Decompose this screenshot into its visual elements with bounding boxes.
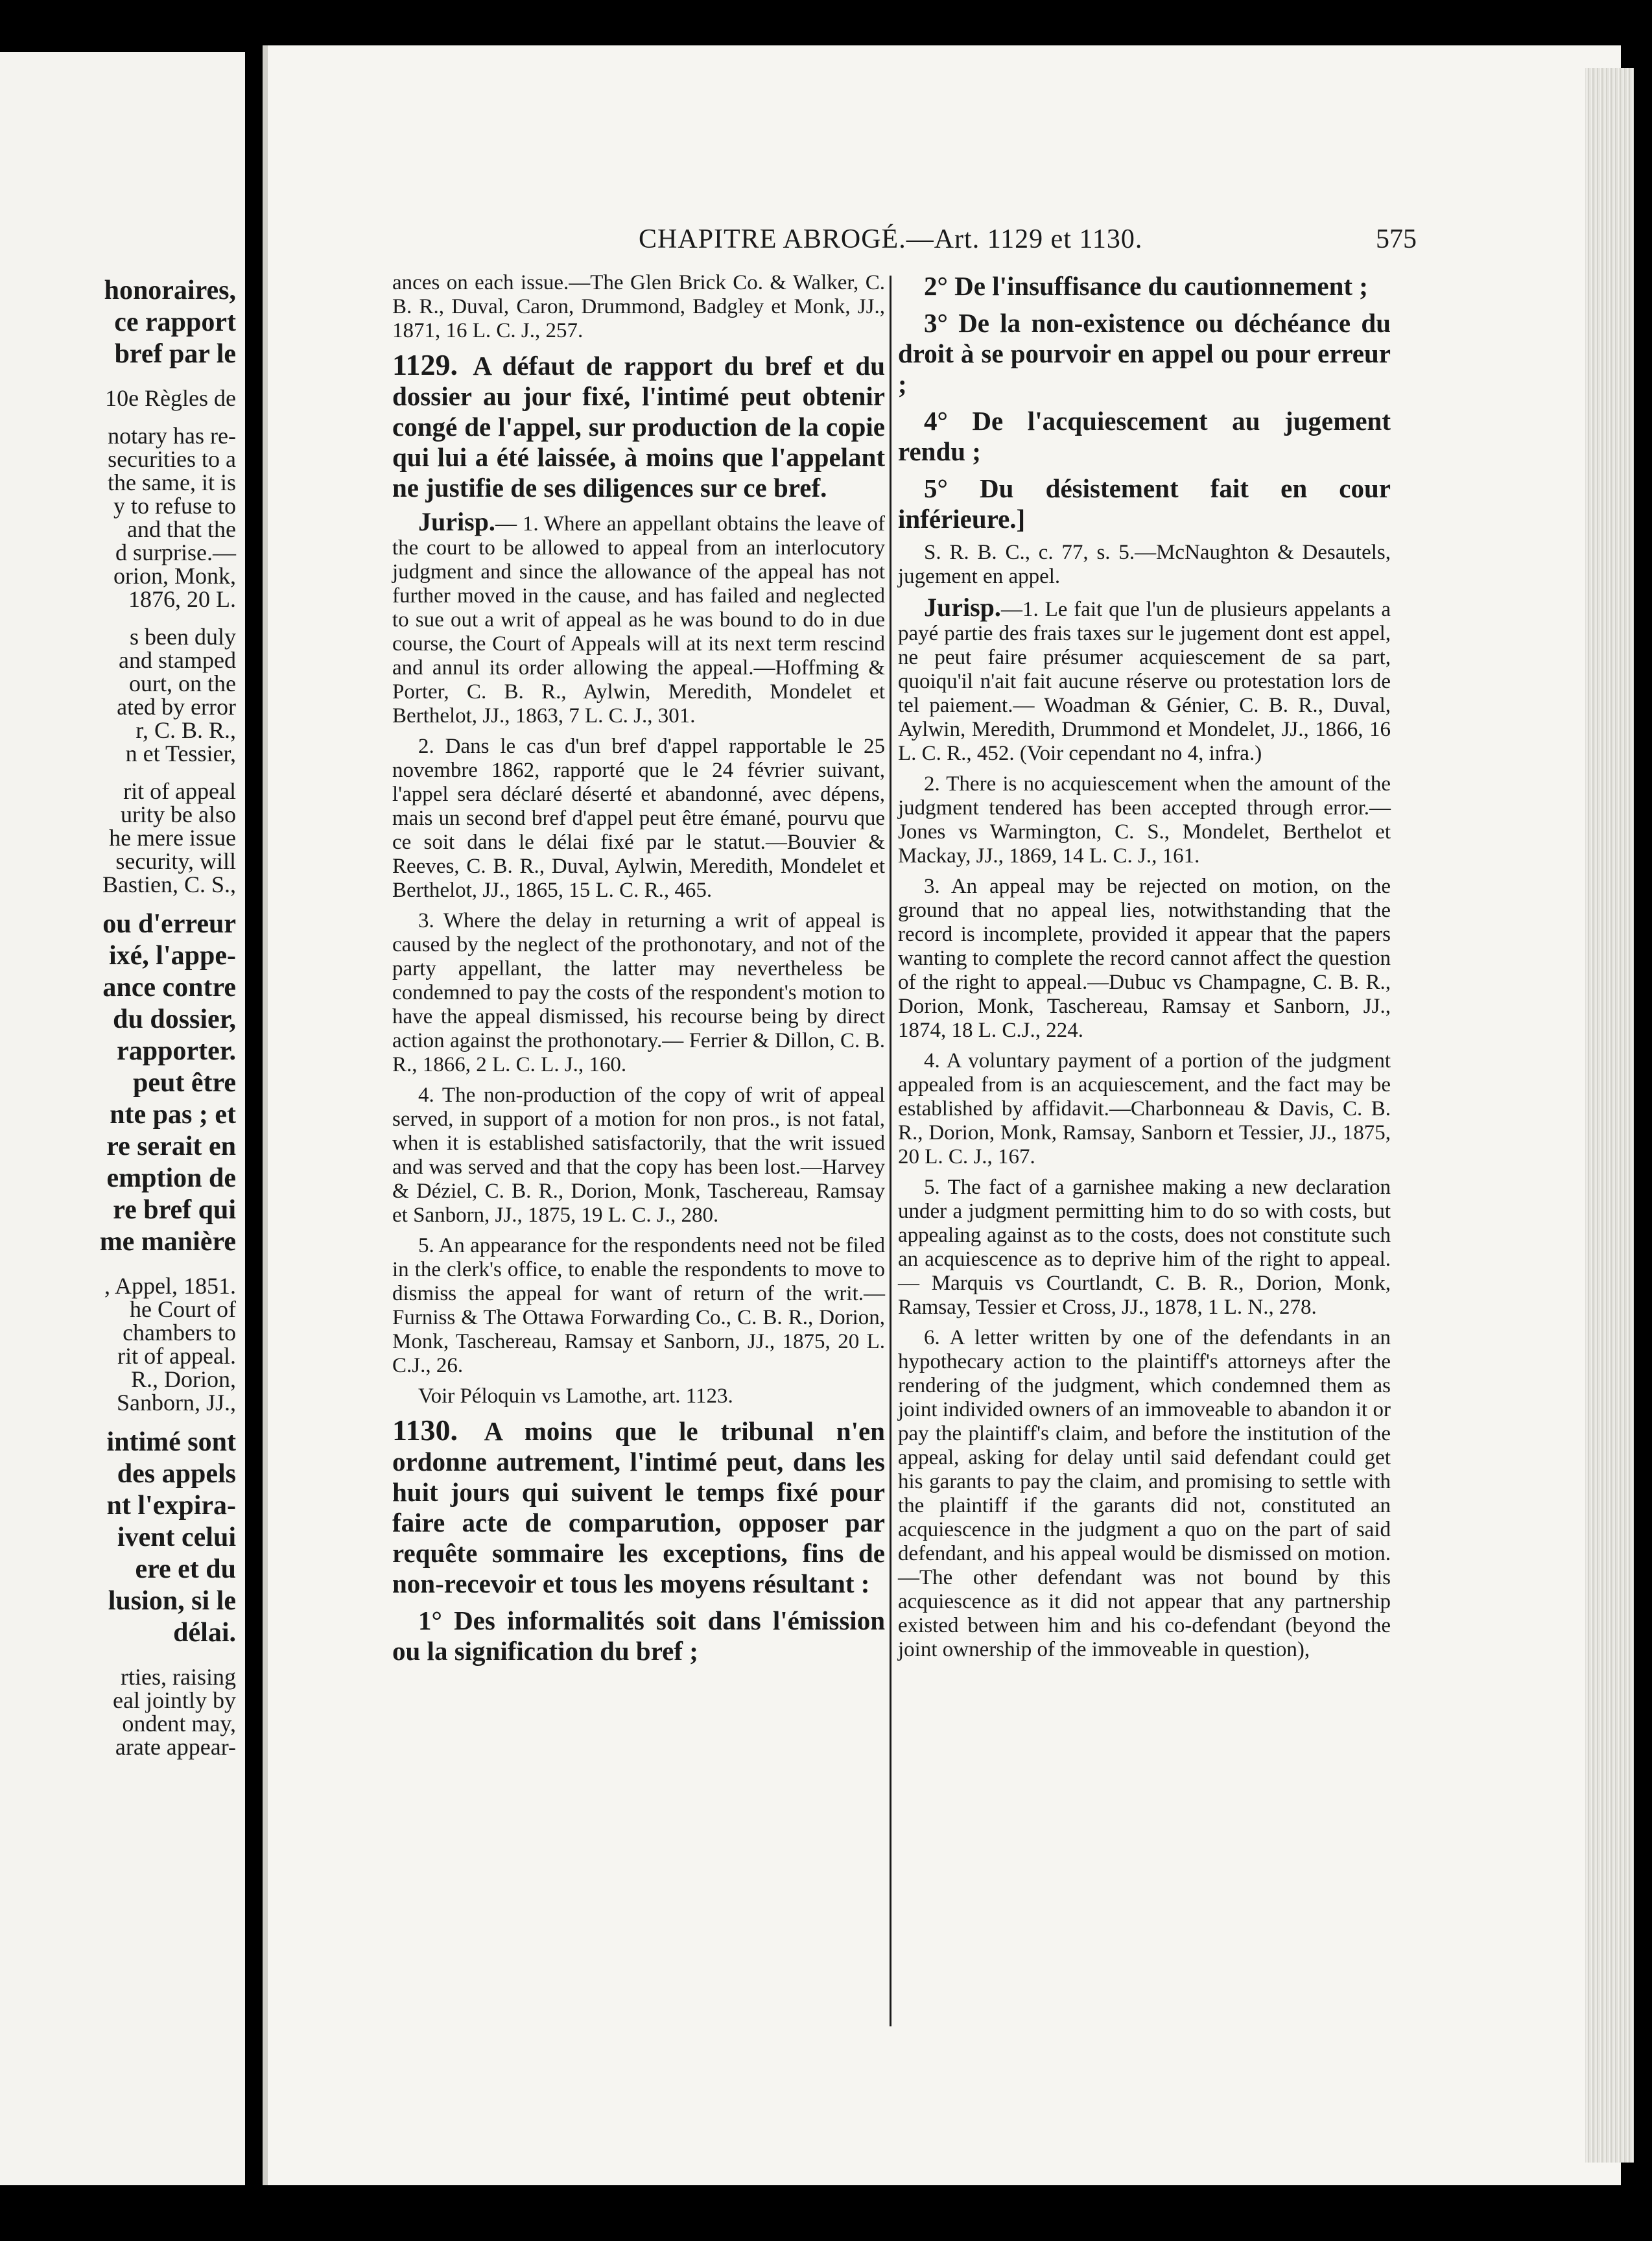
prev-page-line: ixé, l'appe- xyxy=(109,941,236,971)
page-number: 575 xyxy=(1376,224,1417,254)
prev-page-line: re serait en xyxy=(106,1132,236,1161)
article-number: 1129. xyxy=(392,348,458,381)
chapter-title: CHAPITRE ABROGÉ.—Art. 1129 et 1130. xyxy=(639,224,1143,254)
prev-page-line: ivent celui xyxy=(117,1523,236,1552)
prev-page-line: r, C. B. R., xyxy=(136,717,236,743)
prev-page-line: rit of appeal xyxy=(123,778,236,804)
prev-page-line: d surprise.— xyxy=(115,540,236,565)
prev-page-line: the same, it is xyxy=(108,469,236,495)
jurisprudence-3: 3. Where the delay in returning a writ of appeal is caused by the neglect of the prothonotary, and not of the party appellant, the latter may nevertheless be condemned to pay the costs of the respondent's motion to have the appeal dismissed, his recourse being by direct action against the prothonotary.— Ferrier & Dillon, C. B. R., 1866, 2 L. C. L. J., 160. xyxy=(392,909,885,1076)
continued-citation: ances on each issue.—The Glen Brick Co. & Walker, C. B. R., Duval, Caron, Drummond, Badgley et Monk, JJ., 1871, 16 L. C. J., 257. xyxy=(392,271,885,342)
article-1130 xyxy=(392,1415,885,1599)
prev-page-line: and stamped xyxy=(119,647,236,673)
prev-page-line: bref par le xyxy=(114,339,236,369)
jurisprudence-1 xyxy=(898,595,1391,766)
prev-page-line: peut être xyxy=(133,1068,236,1098)
jurisprudence-3: 3. An appeal may be rejected on motion, on the ground that no appeal lies, notwithstanding that the record is incomplete, provided it appear that the papers wanting to complete the record cannot affect the question of the right to appeal.—Dubuc vs Champagne, C. B. R., Dorion, Monk, Taschereau, Ramsay et Sanborn, JJ., 1874, 18 L. C.J., 224. xyxy=(898,875,1391,1042)
prev-page-line: honoraires, xyxy=(104,276,236,305)
prev-page-line: ated by error xyxy=(117,694,236,720)
article-number: 1130. xyxy=(392,1414,458,1447)
prev-page-line: ance contre xyxy=(102,973,236,1002)
article-1129 xyxy=(392,350,885,503)
prev-page-line: securities to a xyxy=(108,446,236,472)
prev-page-line: notary has re- xyxy=(108,423,236,449)
prev-page-line: arate appear- xyxy=(115,1734,236,1760)
prev-page-line: 10e Règles de xyxy=(105,385,236,411)
prev-page-line: nt l'expira- xyxy=(106,1491,236,1521)
page-gutter xyxy=(263,45,268,2185)
jurisprudence-4: 4. The non-production of the copy of writ of appeal served, in support of a motion for non pros., is not fatal, when it is established satisfactorily, that the writ issued and was served and that the copy has been lost.—Harvey & Déziel, C. B. R., Dorion, Monk, Taschereau, Ramsay et Sanborn, JJ., 1875, 19 L. C. J., 280. xyxy=(392,1084,885,1227)
jurisprudence-6: 6. A letter written by one of the defendants in an hypothecary action to the plaintiff's attorneys after the rendering of the judgment, which condemned them as joint individed owners of an immoveable to abandon it or pay the plaintiff's claim, and before the institution of the appeal, asking for delay until said defendant could get his garants to pay the claim, and promising to settle with the plaintiff if the garants did not, constituted an acquiescence in the judgment a quo on the part of said defendant, and his appeal would be dismissed on motion.—The other defendant was not bound by this acquiescence as it did not appear that any partnership existed between him and his co-defendant (beyond the joint ownership of the immoveable in question), xyxy=(898,1326,1391,1661)
prev-page-line: chambers to xyxy=(123,1320,236,1346)
article-1130-item-4: 4° De l'acquiescement au jugement rendu ; xyxy=(898,406,1391,466)
jurisprudence-5: 5. An appearance for the respondents need not be filed in the clerk's office, to enable the respondents to move to dismiss the appeal for want of return of the writ.— Furniss & The Ottawa Forwarding Co., C. B. R., Dorion, Monk, Taschereau, Ramsay et Sanborn, JJ., 1875, 20 L. C.J., 26. xyxy=(392,1234,885,1377)
cross-reference: Voir Péloquin vs Lamothe, art. 1123. xyxy=(418,1384,733,1408)
jurisprudence-4: 4. A voluntary payment of a portion of the judgment appealed from is an acquiescement, and the fact may be established by affidavit.—Charbonneau & Davis, C. B. R., Dorion, Monk, Ramsay, Sanborn et Tessier, JJ., 1875, 20 L. C. J., 167. xyxy=(898,1049,1391,1168)
previous-page-fragment xyxy=(0,52,245,2185)
prev-page-line: rties, raising xyxy=(121,1664,236,1690)
prev-page-line: s been duly xyxy=(130,624,236,650)
prev-page-line: ce rapport xyxy=(114,307,236,337)
prev-page-line: he mere issue xyxy=(109,825,236,851)
jurisp-text: — 1. Where an appellant obtains the leave of the court to be allowed to appeal from an interlocutory judgment and since the allowance of the appeal has not further moved in the cause, and has failed and neglected to sue out a writ of appeal as he was bound to do in due course, the Court of Appeals will at its next term rescind and annul its order allowing the appeal.—Hoffming & Porter, C. B. R., Aylwin, Meredith, Mondelet et Berthelot, JJ., 1863, 7 L. C. J., 301. xyxy=(392,512,885,728)
prev-page-line: délai. xyxy=(173,1618,236,1648)
article-text: A défaut de rapport du bref et du dossier au jour fixé, l'intimé peut obtenir congé de l'appel, sur production de la copie qui lui a été laissée, à moins que l'appelant ne justifie de ses diligences sur ce bref. xyxy=(392,351,885,503)
prev-page-line: y to refuse to xyxy=(113,493,236,519)
prev-page-line: lusion, si le xyxy=(108,1586,236,1616)
prev-page-line: , Appel, 1851. xyxy=(104,1273,236,1299)
jurisprudence-2: 2. There is no acquiescement when the amount of the judgment tendered has been accepted through error.—Jones vs Warmington, C. S., Mondelet, Berthelot et Mackay, JJ., 1869, 14 L. C. J., 161. xyxy=(898,772,1391,868)
article-1130-item-3: 3° De la non-existence ou déchéance du droit à se pourvoir en appel ou pour erreur ; xyxy=(898,308,1391,399)
prev-page-line: ourt, on the xyxy=(129,670,236,696)
prev-page-line: ondent may, xyxy=(122,1711,236,1737)
left-column xyxy=(392,271,885,1673)
prev-page-line: and that the xyxy=(127,516,236,542)
jurisp-text: —1. Le fait que l'un de plusieurs appelants a payé partie des frais taxes sur le jugement dont est appel, ne peut faire présumer acquiescement de sa part, quoiqu'il n'ait fait aucune réserve ou protestation lors de tel paiement.— Woadman & Génier, C. B. R., Duval, Aylwin, Meredith, Drummond et Mondelet, JJ., 1866, 16 L. C. R., 452. (Voir cependant no 4, infra.) xyxy=(898,598,1391,765)
jurisp-label: Jurisp. xyxy=(418,507,495,536)
page-edges xyxy=(1585,68,1634,2163)
prev-page-line: me manière xyxy=(99,1227,236,1257)
article-1130-item-5: 5° Du désistement fait en cour inférieure.] xyxy=(898,473,1391,534)
prev-page-line: ou d'erreur xyxy=(102,909,236,939)
prev-page-line: eal jointly by xyxy=(113,1687,236,1713)
running-header xyxy=(639,224,1417,263)
prev-page-line: R., Dorion, xyxy=(131,1366,236,1392)
prev-page-line: ere et du xyxy=(135,1554,236,1584)
article-1130-item-1: 1° Des informalités soit dans l'émission ou la signification du bref ; xyxy=(392,1606,885,1666)
prev-page-line: 1876, 20 L. xyxy=(128,586,236,612)
prev-page-line: rit of appeal. xyxy=(117,1343,236,1369)
prev-page-line: security, will xyxy=(115,848,236,874)
prev-page-line: re bref qui xyxy=(113,1195,236,1225)
prev-page-line: urity be also xyxy=(121,801,236,827)
source-reference: S. R. B. C., c. 77, s. 5.—McNaughton & Desautels, jugement en appel. xyxy=(898,541,1391,588)
article-1130-item-2: 2° De l'insuffisance du cautionnement ; xyxy=(924,271,1368,301)
column-divider xyxy=(890,276,891,2026)
prev-page-line: du dossier, xyxy=(113,1004,236,1034)
article-text: A moins que le tribunal n'en ordonne autrement, l'intimé peut, dans les huit jours qui suivent le temps fixé pour faire acte de comparution, opposer par requête sommaire les exceptions, fins de non-recevoir et tous les moyens résultant : xyxy=(392,1416,885,1598)
prev-page-line: intimé sont xyxy=(106,1427,236,1457)
prev-page-line: he Court of xyxy=(130,1296,236,1322)
prev-page-line: emption de xyxy=(106,1163,236,1193)
prev-page-line: des appels xyxy=(117,1459,236,1489)
jurisprudence-5: 5. The fact of a garnishee making a new declaration under a judgment permitting him to do so with costs, but appealing against as to the costs, does not constitute such an acquiescence as to deprive him of the right to appeal.— Marquis vs Courtlandt, C. B. R., Dorion, Monk, Ramsay, Tessier et Cross, JJ., 1878, 1 L. N., 278. xyxy=(898,1176,1391,1319)
jurisp-label: Jurisp. xyxy=(924,593,1001,622)
right-column xyxy=(898,271,1391,1668)
prev-page-line: Bastien, C. S., xyxy=(102,872,236,897)
prev-page-line: Sanborn, JJ., xyxy=(116,1390,236,1416)
prev-page-line: nte pas ; et xyxy=(110,1100,236,1130)
prev-page-line: rapporter. xyxy=(117,1036,236,1066)
jurisprudence-1 xyxy=(392,507,885,728)
prev-page-line: n et Tessier, xyxy=(125,741,236,766)
prev-page-line: orion, Monk, xyxy=(113,563,236,589)
jurisprudence-2: 2. Dans le cas d'un bref d'appel rapportable le 25 novembre 1862, rapporté que le 24 février suivant, l'appel sera déclaré déserté et abandonné, avec dépens, mais un second bref d'appel peut être émané, pourvu que ce soit dans le délai fixé par le statut.—Bouvier & Reeves, C. B. R., Duval, Aylwin, Meredith, Mondelet et Berthelot, JJ., 1865, 15 L. C. R., 465. xyxy=(392,735,885,902)
